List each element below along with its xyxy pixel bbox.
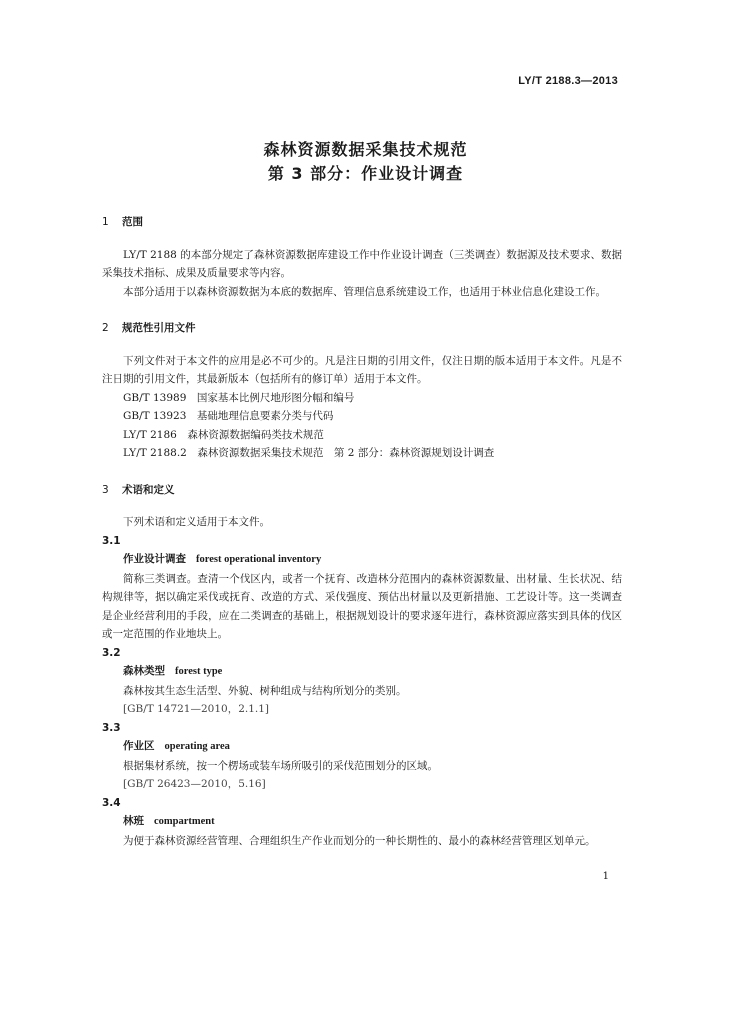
term-number: 3.4 [102, 796, 121, 809]
reference-item: GB/T 13989 国家基本比例尺地形图分幅和编号 [123, 391, 355, 404]
section-title: 规范性引用文件 [122, 322, 196, 334]
term-title [102, 550, 622, 570]
section-number: 3 [102, 483, 109, 496]
term-zh: 作业设计调查 [123, 553, 186, 565]
term-zh: 作业区 [123, 740, 155, 752]
section-heading-normative-references [102, 319, 622, 338]
section-heading-scope [102, 213, 622, 232]
term-title [102, 662, 622, 682]
term-definition: 根据集材系统，按一个楞场或装车场所吸引的采伐范围划分的区域。 [123, 759, 438, 772]
reference-item: LY/T 2186 森林资源数据编码类技术规范 [123, 428, 324, 441]
paragraph: 下列文件对于本文件的应用是必不可少的。凡是注日期的引用文件，仅注日期的版本适用于本文件。凡是不注日期的引用文件，其最新版本（包括所有的修订单）适用于本文件。 [102, 354, 622, 385]
section-heading-terms [102, 481, 622, 500]
standard-code: LY/T 2188.3—2013 [518, 75, 618, 87]
document-body [102, 213, 622, 850]
term-title [102, 812, 622, 832]
section-title: 术语和定义 [122, 483, 175, 496]
term-en: forest operational inventory [196, 554, 322, 565]
term-en: compartment [154, 816, 215, 827]
section-number: 2 [102, 322, 109, 334]
section-number: 1 [102, 216, 109, 228]
reference-item: LY/T 2188.2 森林资源数据采集技术规范 第 2 部分：森林资源规划设计调查 [123, 447, 495, 459]
page-number: 1 [602, 871, 609, 882]
term-definition: 森林按其生态生活型、外貌、树种组成与结构所划分的类别。 [123, 684, 407, 697]
term-number: 3.1 [102, 534, 121, 547]
term-title [102, 737, 622, 757]
section-title: 范围 [122, 216, 143, 228]
term-source: [GB/T 26423—2010，5.16] [123, 778, 266, 790]
document-title: 森林资源数据采集技术规范 [263, 140, 468, 159]
term-definition: 简称三类调查。查清一个伐区内，或者一个抚育、改造林分范围内的森林资源数量、出材量、生长状况、结构规律等，据以确定采伐或抚育、改造的方式、采伐强度、预估出材量以及更新措施、工艺设计等。这一类调查是企业经营利用的手段，应在二类调查的基础上，根据规划设计的要求逐年进行，森林资源应落实到具体的伐区或一定范围的作业地块上。 [102, 572, 622, 640]
term-source: [GB/T 14721—2010，2.1.1] [123, 703, 270, 715]
paragraph: LY/T 2188 的本部分规定了森林资源数据库建设工作中作业设计调查（三类调查）数据源及技术要求、数据采集技术指标、成果及质量要求等内容。 [102, 248, 622, 279]
term-en: operating area [164, 741, 230, 752]
term-zh: 林班 [123, 815, 144, 827]
document-subtitle: 第 3 部分：作业设计调查 [267, 164, 464, 183]
reference-item: GB/T 13923 基础地理信息要素分类与代码 [123, 410, 334, 422]
term-number: 3.2 [102, 646, 121, 659]
paragraph: 下列术语和定义适用于本文件。 [123, 516, 270, 528]
paragraph: 本部分适用于以森林资源数据为本底的数据库、管理信息系统建设工作，也适用于林业信息化建设工作。 [123, 285, 606, 298]
term-definition: 为便于森林资源经营管理、合理组织生产作业而划分的一种长期性的、最小的森林经营管理区划单元。 [123, 834, 596, 847]
term-en: forest type [175, 666, 223, 677]
term-number: 3.3 [102, 721, 121, 734]
term-zh: 森林类型 [123, 665, 165, 677]
